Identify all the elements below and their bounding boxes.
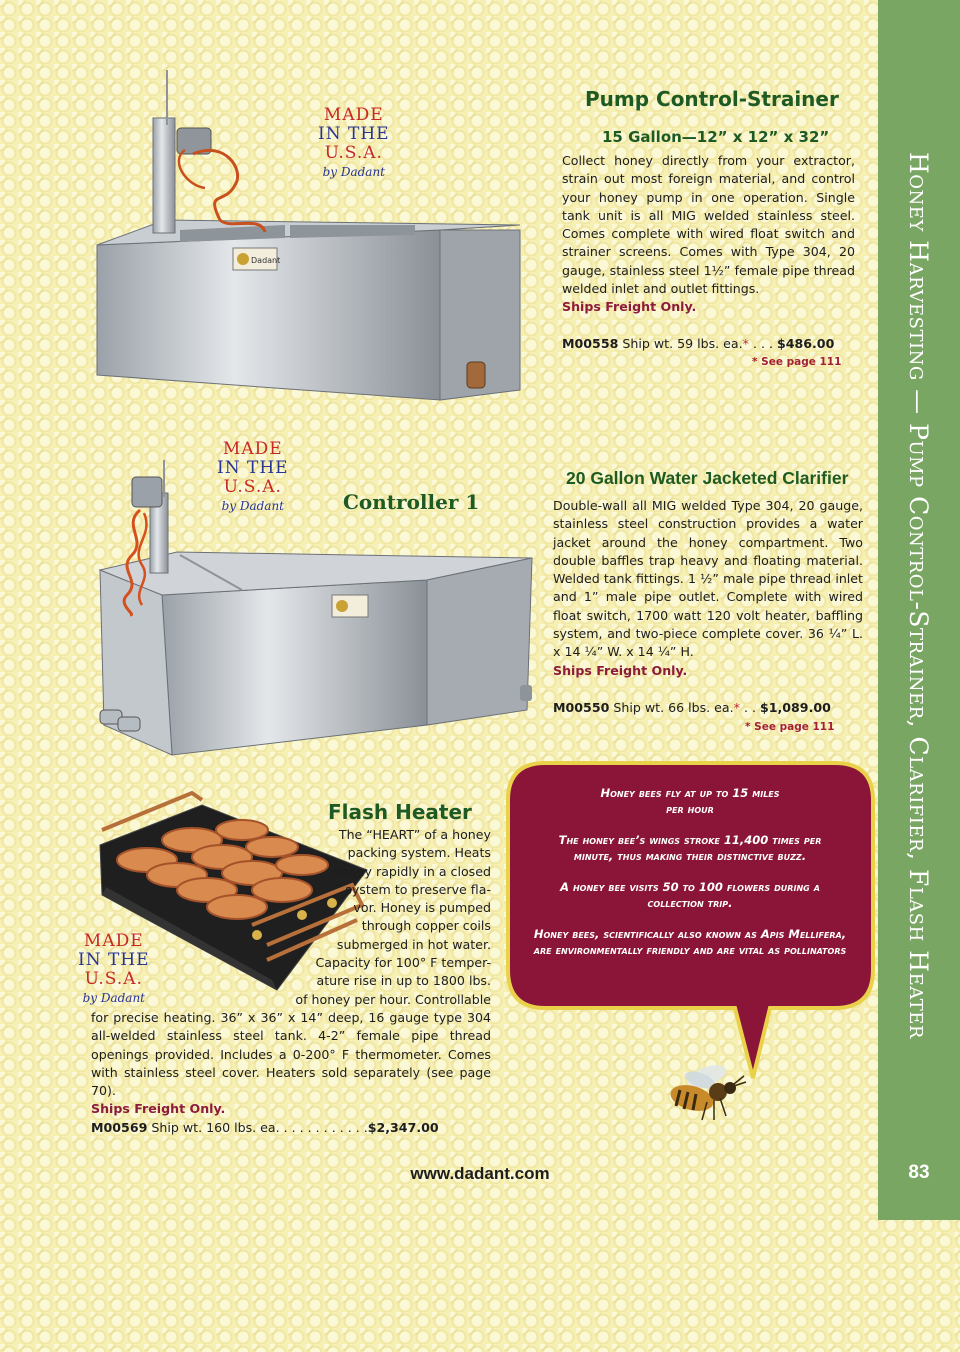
pump-sku: M00558 [562, 336, 619, 351]
clarifier-freight-note: Ships Freight Only. [553, 662, 688, 678]
clarifier-description [553, 497, 863, 680]
website-link[interactable]: www.dadant.com [410, 1164, 550, 1183]
made-in-usa-badge-2 [217, 440, 289, 516]
pump-ship: Ship wt. 59 lbs. ea. [618, 336, 743, 351]
bee-icon [652, 1058, 747, 1128]
pump-price: $486.00 [776, 336, 835, 351]
heater-line: Capacity for 100° F temper- [315, 955, 491, 971]
dadant-plate: Dadant [251, 256, 281, 265]
heater-ship: Ship wt. 160 lbs. ea. . . . . . . . . . . . [147, 1120, 368, 1135]
bee-facts [520, 786, 860, 974]
heater-order-line [91, 1120, 439, 1135]
side-band [878, 0, 960, 1220]
pump-order-line [562, 336, 834, 351]
clarifier-description-text: Double-wall all MIG welded Type 304, 20 gauge, stainless steel construction provides a water jacket around the honey compartment. Two double baffles trap heavy and floating material. Welded tank fittings. 1 ½” male pipe thread inlet and 1” male pipe outlet. Complete with wired float switch, 1700 watt 120 volt heater, baffling system, and two-piece complete cover. 36 ¼” L. x 14 ¼” W. x 14 ¼” H. [553, 498, 863, 660]
pump-title: Pump Control-Strainer [585, 87, 839, 111]
made-line-4: by Dadant [82, 991, 145, 1005]
made-line-3: U.S.A. [84, 969, 143, 989]
heater-sku: M00569 [91, 1120, 148, 1135]
clarifier-ship: Ship wt. 66 lbs. ea. [609, 700, 734, 715]
pump-description [562, 152, 855, 317]
made-in-usa-badge [318, 106, 390, 182]
section-title: Honey Harvesting — Pump Control-Strainer, Clarifier, Flash Heater [904, 152, 934, 1039]
pump-star: * [742, 336, 749, 351]
pump-see-page: * See page 111 [752, 356, 842, 368]
heater-freight-note: Ships Freight Only. [91, 1101, 226, 1117]
controller-label: Controller 1 [343, 490, 480, 514]
heater-line: system to preserve fla- [345, 881, 491, 897]
heater-line: honey rapidly in a closed [333, 863, 491, 879]
clarifier-sku: M00550 [553, 700, 610, 715]
pump-dots: . . . [748, 336, 777, 351]
heater-description [91, 1009, 491, 1119]
made-line-2: IN THE [78, 950, 150, 970]
clarifier-order-line [553, 700, 831, 715]
fact-item: Honey bees fly at up to 15 miles per hour [600, 786, 780, 816]
pump-freight-note: Ships Freight Only. [562, 299, 697, 315]
made-line-1: MADE [222, 439, 283, 459]
made-line-4: by Dadant [221, 499, 284, 513]
heater-title: Flash Heater [328, 800, 472, 824]
page-number: 83 [908, 1162, 930, 1183]
made-line-1: MADE [83, 931, 144, 951]
pump-description-text: Collect honey directly from your extractor, strain out most foreign material, and control your honey pump in one operation. Single tank unit is all MIG welded stainless steel. Comes complete with wired float switch and strainer screens. Comes with Type 304, 20 gauge, stainless steel 1½” female pipe thread welded inlet and outlet fittings. [562, 153, 855, 297]
made-line-1: MADE [323, 105, 384, 125]
made-line-2: IN THE [217, 458, 289, 478]
fact-item: A honey bee visits 50 to 100 flowers during a collection trip. [560, 880, 820, 910]
heater-line: of honey per hour. Controllable [295, 991, 491, 1007]
heater-line: packing system. Heats [347, 845, 491, 861]
heater-description-wrapped [240, 826, 491, 1009]
clarifier-see-page: * See page 111 [745, 721, 835, 733]
made-line-4: by Dadant [322, 165, 385, 179]
clarifier-price: $1,089.00 [759, 700, 831, 715]
heater-line: submerged in hot water. [336, 936, 491, 952]
made-in-usa-badge-3 [78, 932, 150, 1008]
fact-item: The honey bee’s wings stroke 11,400 times per minute, thus making their distinctive buzz. [558, 833, 822, 863]
heater-line: through copper coils [361, 918, 491, 934]
heater-price: $2,347.00 [367, 1120, 439, 1135]
made-line-2: IN THE [318, 124, 390, 144]
heater-line: ature rise in up to 1800 lbs. [316, 973, 491, 989]
heater-line: vor. Honey is pumped [353, 900, 491, 916]
made-line-3: U.S.A. [324, 143, 383, 163]
pump-strainer-image [85, 70, 530, 410]
made-line-3: U.S.A. [223, 477, 282, 497]
pump-subtitle: 15 Gallon—12” x 12” x 32” [602, 128, 830, 146]
clarifier-title: 20 Gallon Water Jacketed Clarifier [566, 468, 849, 488]
heater-line: The “HEART” of a honey [338, 827, 491, 842]
clarifier-star: * [733, 700, 740, 715]
clarifier-dots: . . [739, 700, 760, 715]
fact-item: Honey bees, scientifically also known as Apis Mellifera, are environmentally friendly and are vital as pollinators [533, 927, 847, 957]
heater-description-text: for precise heating. 36” x 36” x 14” deep, 16 gauge type 304 all-welded stainless steel tank. 4-2” female pipe thread openings provided. Includes a 0-200° F thermometer. Comes with stainless steel cover. Heaters sold separately (see page 70). [91, 1010, 491, 1099]
